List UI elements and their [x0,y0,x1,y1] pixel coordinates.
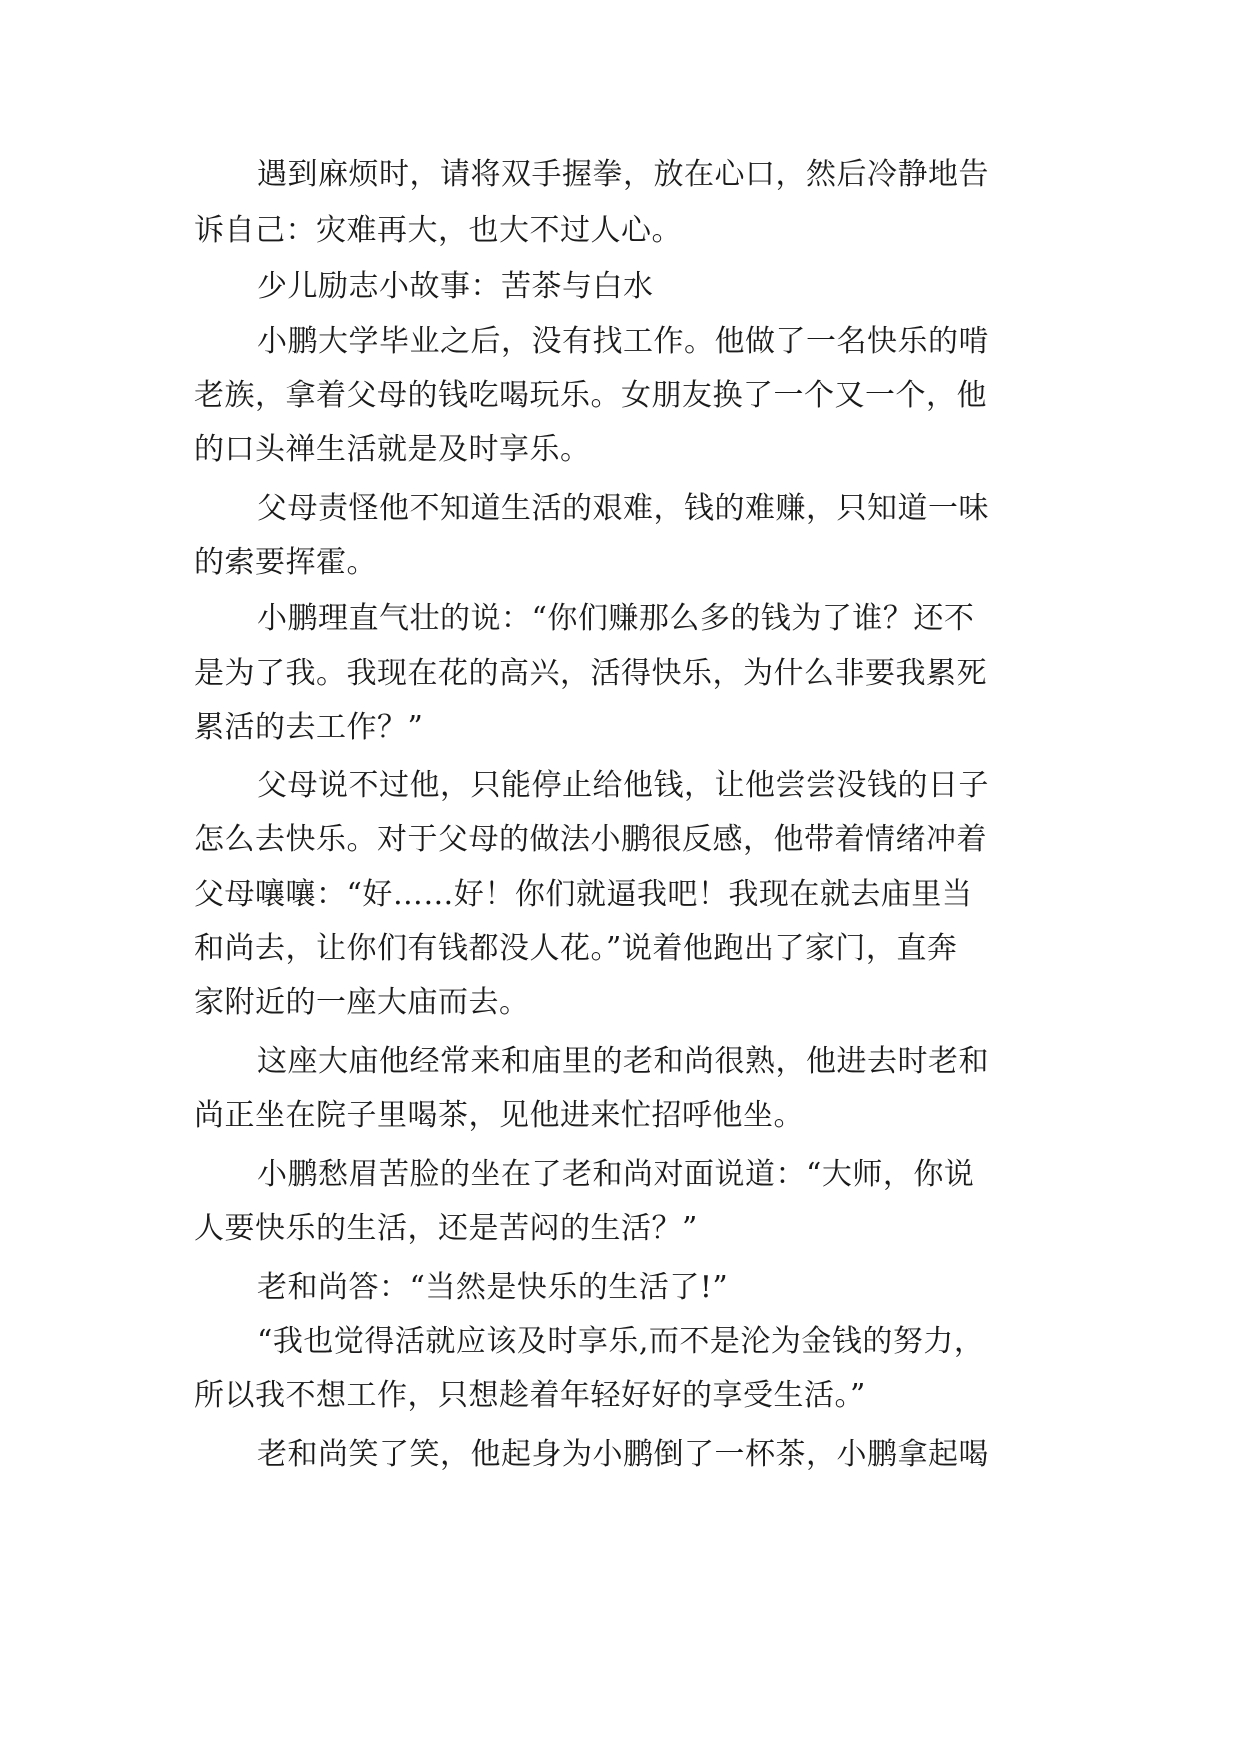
text-line: 小鹏理直气壮的说：“你们赚那么多的钱为了谁？还不 [257,601,975,636]
text-line: 所以我不想工作，只想趁着年轻好好的享受生活。” [194,1378,866,1413]
text-line: 老和尚笑了笑，他起身为小鹏倒了一杯茶，小鹏拿起喝 [257,1437,989,1472]
text-line: 诉自己：灾难再大，也大不过人心。 [194,213,682,248]
text-line: 老族，拿着父母的钱吃喝玩乐。女朋友换了一个又一个，他 [194,378,987,413]
text-line: 老和尚答：“当然是快乐的生活了!” [257,1270,729,1305]
text-line: 怎么去快乐。对于父母的做法小鹏很反感，他带着情绪冲着 [194,822,987,857]
text-line: 家附近的一座大庙而去。 [194,985,530,1020]
text-line: 遇到麻烦时，请将双手握拳，放在心口，然后冷静地告 [257,157,989,192]
text-line: 父母说不过他，只能停止给他钱，让他尝尝没钱的日子 [257,768,989,803]
text-line: 父母责怪他不知道生活的艰难，钱的难赚，只知道一味 [257,491,989,526]
text-line: 累活的去工作？” [194,710,424,745]
text-line: 的索要挥霍。 [194,545,377,580]
text-line: 和尚去，让你们有钱都没人花。”说着他跑出了家门，直奔 [194,931,958,966]
text-line: 小鹏大学毕业之后，没有找工作。他做了一名快乐的啃 [257,324,989,359]
text-line: 这座大庙他经常来和庙里的老和尚很熟，他进去时老和 [257,1044,989,1079]
text-line: “我也觉得活就应该及时享乐,而不是沦为金钱的努力， [257,1324,985,1359]
text-line: 人要快乐的生活，还是苦闷的生活？” [194,1211,698,1246]
text-line: 的口头禅生活就是及时享乐。 [194,432,591,467]
text-line: 尚正坐在院子里喝茶，见他进来忙招呼他坐。 [194,1098,804,1133]
text-line: 少儿励志小故事：苦茶与白水 [257,269,654,304]
text-line: 父母嚷嚷：“好……好！你们就逼我吧！我现在就去庙里当 [194,877,973,912]
text-line: 小鹏愁眉苦脸的坐在了老和尚对面说道：“大师，你说 [257,1157,975,1192]
text-line: 是为了我。我现在花的高兴，活得快乐，为什么非要我累死 [194,656,987,691]
